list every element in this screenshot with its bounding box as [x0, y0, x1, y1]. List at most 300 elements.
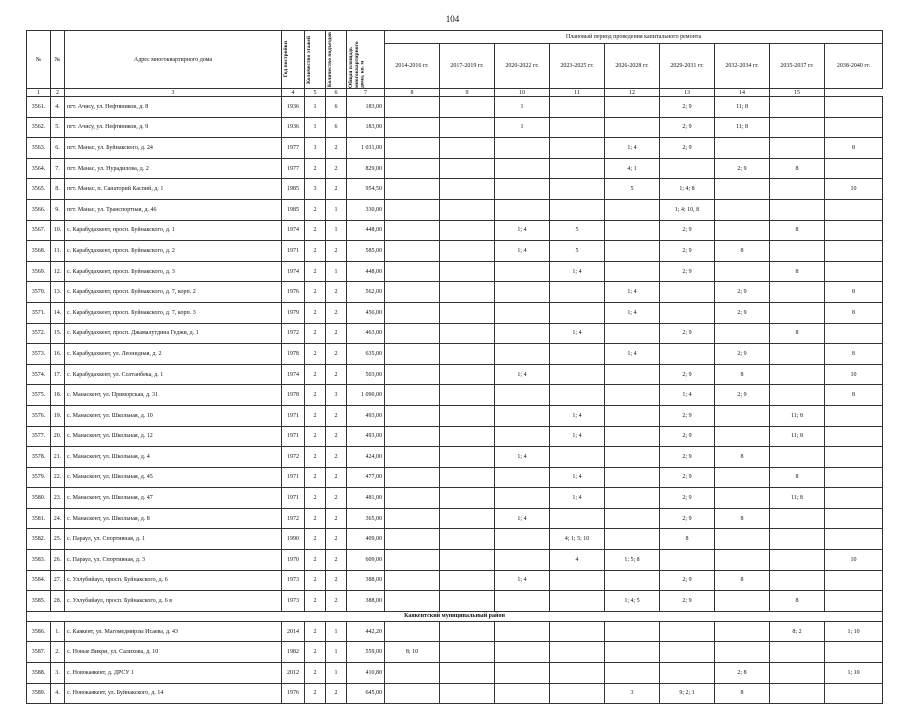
cell-period — [825, 529, 883, 550]
cell-reg-no: 3561. — [27, 97, 51, 118]
cell-local-no: 12. — [51, 261, 65, 282]
cell-period: 8 — [715, 447, 770, 468]
cell-period — [770, 117, 825, 138]
cell-period: 4; 1; 5; 10 — [550, 529, 605, 550]
cell-period — [385, 364, 440, 385]
cell-period — [440, 158, 495, 179]
cell-local-no: 26. — [51, 550, 65, 571]
cell-reg-no: 3566. — [27, 199, 51, 220]
cell-area: 388,00 — [347, 591, 385, 612]
column-number: 3 — [65, 89, 282, 97]
cell-local-no: 23. — [51, 488, 65, 509]
cell-period: 2; 9 — [660, 364, 715, 385]
cell-address: с. Карабудахкент, ул. Солтанбека, д. 1 — [65, 364, 282, 385]
cell-period: 11; 8 — [715, 117, 770, 138]
cell-floors: 2 — [305, 158, 326, 179]
cell-area: 635,00 — [347, 344, 385, 365]
cell-period — [550, 621, 605, 642]
cell-floors: 2 — [305, 364, 326, 385]
cell-period: 1; 4 — [550, 488, 605, 509]
cell-period — [495, 158, 550, 179]
cell-period — [770, 282, 825, 303]
table-row — [27, 426, 883, 447]
header-period: 2035-2037 гг. — [770, 44, 825, 89]
cell-address: с. Манаскент, ул. Приморская, д. 31 — [65, 385, 282, 406]
cell-floors: 2 — [305, 385, 326, 406]
cell-period — [495, 426, 550, 447]
cell-area: 503,00 — [347, 364, 385, 385]
cell-period: 2; 9 — [660, 426, 715, 447]
cell-period: 1; 4 — [495, 220, 550, 241]
cell-period — [660, 621, 715, 642]
cell-local-no: 6. — [51, 138, 65, 159]
cell-period — [385, 117, 440, 138]
cell-reg-no: 3570. — [27, 282, 51, 303]
cell-reg-no: 3582. — [27, 529, 51, 550]
table-row — [27, 447, 883, 468]
cell-period — [770, 447, 825, 468]
cell-entrances: 2 — [326, 488, 347, 509]
table-row — [27, 570, 883, 591]
cell-period: 2; 9 — [660, 220, 715, 241]
cell-local-no: 4. — [51, 683, 65, 704]
cell-period — [385, 405, 440, 426]
cell-period — [550, 385, 605, 406]
cell-period: 1; 4; 5 — [605, 591, 660, 612]
cell-period — [825, 426, 883, 447]
cell-period: 8 — [715, 508, 770, 529]
cell-period — [770, 642, 825, 663]
cell-period: 11; 8 — [770, 426, 825, 447]
cell-address: с. Манаскент, ул. Школьная, д. 4 — [65, 447, 282, 468]
cell-period — [715, 199, 770, 220]
header-entrances: Количество подъездов — [326, 31, 347, 89]
cell-reg-no: 3569. — [27, 261, 51, 282]
column-number: 5 — [305, 89, 326, 97]
cell-year: 1982 — [282, 642, 305, 663]
cell-address: с. Параул, ул. Спортивная, д. 1 — [65, 529, 282, 550]
cell-area: 1 090,00 — [347, 385, 385, 406]
cell-local-no: 10. — [51, 220, 65, 241]
cell-period — [605, 621, 660, 642]
cell-period — [825, 220, 883, 241]
column-number: 6 — [326, 89, 347, 97]
cell-period — [440, 138, 495, 159]
cell-period — [385, 344, 440, 365]
cell-period — [605, 529, 660, 550]
cell-period: 1; 4 — [495, 570, 550, 591]
cell-period: 1; 4 — [605, 302, 660, 323]
cell-local-no: 2. — [51, 642, 65, 663]
cell-period — [770, 344, 825, 365]
cell-local-no: 28. — [51, 591, 65, 612]
cell-period — [605, 570, 660, 591]
cell-period: 8 — [770, 467, 825, 488]
cell-period — [495, 550, 550, 571]
cell-period: 1; 4 — [495, 241, 550, 262]
table-row — [27, 241, 883, 262]
cell-entrances: 2 — [326, 179, 347, 200]
cell-period — [715, 621, 770, 642]
cell-period — [440, 663, 495, 684]
cell-floors: 2 — [305, 426, 326, 447]
section-title: Каякентский муниципальный район — [27, 611, 883, 621]
cell-entrances: 2 — [326, 467, 347, 488]
table-row — [27, 591, 883, 612]
table-row — [27, 97, 883, 118]
cell-period — [660, 663, 715, 684]
cell-area: 585,00 — [347, 241, 385, 262]
cell-period — [440, 508, 495, 529]
cell-period — [605, 199, 660, 220]
cell-entrances: 2 — [326, 302, 347, 323]
cell-period — [825, 97, 883, 118]
cell-area: 609,00 — [347, 550, 385, 571]
cell-period — [495, 179, 550, 200]
cell-reg-no: 3576. — [27, 405, 51, 426]
header-period: 2023-2025 гг. — [550, 44, 605, 89]
cell-address: пгт. Ачису, ул. Нефтяников, д. 8 — [65, 97, 282, 118]
cell-period — [660, 642, 715, 663]
cell-period — [825, 158, 883, 179]
cell-period — [770, 199, 825, 220]
cell-floors: 3 — [305, 138, 326, 159]
cell-reg-no: 3571. — [27, 302, 51, 323]
cell-period — [495, 138, 550, 159]
cell-period: 2; 9 — [660, 591, 715, 612]
cell-period — [495, 323, 550, 344]
cell-reg-no: 3574. — [27, 364, 51, 385]
cell-local-no: 14. — [51, 302, 65, 323]
cell-period: 1; 4; 8 — [660, 179, 715, 200]
cell-local-no: 24. — [51, 508, 65, 529]
cell-area: 410,80 — [347, 663, 385, 684]
cell-period — [440, 261, 495, 282]
cell-year: 2014 — [282, 621, 305, 642]
cell-reg-no: 3572. — [27, 323, 51, 344]
cell-period — [825, 117, 883, 138]
cell-floors: 2 — [305, 488, 326, 509]
cell-period — [715, 591, 770, 612]
cell-period — [715, 642, 770, 663]
cell-period — [385, 570, 440, 591]
cell-entrances: 2 — [326, 591, 347, 612]
table-row — [27, 529, 883, 550]
cell-period — [440, 241, 495, 262]
cell-period: 10 — [825, 364, 883, 385]
cell-period: 4; 1 — [605, 158, 660, 179]
cell-area: 183,00 — [347, 97, 385, 118]
cell-entrances: 6 — [326, 97, 347, 118]
cell-period — [385, 529, 440, 550]
cell-period — [660, 344, 715, 365]
header-period: 2029-2031 гг. — [660, 44, 715, 89]
cell-address: пгт. Ачису, ул. Нефтяников, д. 9 — [65, 117, 282, 138]
cell-period: 8 — [825, 385, 883, 406]
cell-local-no: 4. — [51, 97, 65, 118]
cell-local-no: 19. — [51, 405, 65, 426]
cell-period — [660, 158, 715, 179]
cell-reg-no: 3567. — [27, 220, 51, 241]
cell-year: 1973 — [282, 570, 305, 591]
cell-entrances: 3 — [326, 385, 347, 406]
cell-period — [715, 179, 770, 200]
cell-period — [440, 683, 495, 704]
table-row — [27, 467, 883, 488]
cell-period — [605, 447, 660, 468]
cell-period — [440, 529, 495, 550]
cell-period — [605, 426, 660, 447]
cell-local-no: 7. — [51, 158, 65, 179]
cell-period: 2; 9 — [715, 344, 770, 365]
cell-area: 424,00 — [347, 447, 385, 468]
cell-period — [495, 405, 550, 426]
cell-period: 2; 9 — [660, 117, 715, 138]
cell-period: 2; 9 — [660, 447, 715, 468]
cell-entrances: 2 — [326, 550, 347, 571]
cell-year: 1976 — [282, 282, 305, 303]
cell-address: с. Карабудахкент, просп. Буйнакского, д. 7, корп. 3 — [65, 302, 282, 323]
cell-local-no: 15. — [51, 323, 65, 344]
cell-area: 954,50 — [347, 179, 385, 200]
cell-reg-no: 3581. — [27, 508, 51, 529]
cell-address: с. Манаскент, ул. Школьная, д. 47 — [65, 488, 282, 509]
cell-reg-no: 3573. — [27, 344, 51, 365]
cell-period — [385, 199, 440, 220]
cell-period — [385, 467, 440, 488]
cell-area: 562,00 — [347, 282, 385, 303]
table-row — [27, 385, 883, 406]
cell-period — [440, 220, 495, 241]
cell-reg-no: 3588. — [27, 663, 51, 684]
cell-local-no: 9. — [51, 199, 65, 220]
cell-period — [605, 642, 660, 663]
cell-period: 2; 9 — [660, 97, 715, 118]
cell-entrances: 2 — [326, 683, 347, 704]
cell-area: 365,00 — [347, 508, 385, 529]
column-number: 15 — [770, 89, 825, 97]
cell-address: с. Карабудахкент, просп. Буйнакского, д. 2 — [65, 241, 282, 262]
table-row — [27, 364, 883, 385]
cell-period — [385, 282, 440, 303]
column-number: 9 — [440, 89, 495, 97]
header-period: 2038-2040 гг. — [825, 44, 883, 89]
cell-period — [825, 323, 883, 344]
cell-period — [440, 97, 495, 118]
cell-floors: 2 — [305, 621, 326, 642]
cell-area: 448,00 — [347, 220, 385, 241]
cell-floors: 2 — [305, 529, 326, 550]
cell-reg-no: 3586. — [27, 621, 51, 642]
column-number: 14 — [715, 89, 770, 97]
cell-period: 2; 9 — [660, 241, 715, 262]
cell-period — [385, 683, 440, 704]
cell-period: 2; 9 — [660, 323, 715, 344]
table-row — [27, 323, 883, 344]
cell-period: 2; 9 — [660, 570, 715, 591]
cell-period — [385, 663, 440, 684]
cell-local-no: 1. — [51, 621, 65, 642]
column-number: 10 — [495, 89, 550, 97]
cell-period — [495, 344, 550, 365]
cell-year: 1971 — [282, 467, 305, 488]
cell-period — [825, 683, 883, 704]
cell-reg-no: 3565. — [27, 179, 51, 200]
cell-period — [440, 591, 495, 612]
cell-address: с. Манаскент, ул. Школьная, д. 45 — [65, 467, 282, 488]
cell-period — [440, 642, 495, 663]
cell-period — [825, 591, 883, 612]
cell-year: 1970 — [282, 550, 305, 571]
cell-period: 8 — [770, 591, 825, 612]
cell-period — [605, 508, 660, 529]
cell-period — [605, 405, 660, 426]
header-period: 2017-2019 гг. — [440, 44, 495, 89]
cell-period — [825, 508, 883, 529]
cell-reg-no: 3577. — [27, 426, 51, 447]
header-row-top — [27, 31, 883, 44]
cell-reg-no: 3587. — [27, 642, 51, 663]
cell-period — [385, 488, 440, 509]
cell-period — [770, 241, 825, 262]
header-local-no: № — [51, 31, 65, 89]
cell-period — [550, 117, 605, 138]
cell-period: 11; 8 — [715, 97, 770, 118]
cell-year: 1985 — [282, 179, 305, 200]
cell-floors: 3 — [305, 179, 326, 200]
cell-area: 456,00 — [347, 302, 385, 323]
cell-period: 8 — [715, 241, 770, 262]
cell-entrances: 2 — [326, 138, 347, 159]
cell-period — [385, 302, 440, 323]
cell-period: 2; 9 — [715, 282, 770, 303]
cell-period — [550, 97, 605, 118]
column-numbers-row — [27, 89, 883, 97]
table-row — [27, 179, 883, 200]
cell-period: 9; 2; 1 — [660, 683, 715, 704]
cell-period — [825, 241, 883, 262]
cell-period — [550, 179, 605, 200]
cell-period: 10 — [825, 179, 883, 200]
cell-period — [440, 364, 495, 385]
cell-entrances: 1 — [326, 199, 347, 220]
cell-local-no: 17. — [51, 364, 65, 385]
cell-floors: 2 — [305, 302, 326, 323]
cell-period — [440, 282, 495, 303]
cell-period: 2; 9 — [660, 405, 715, 426]
cell-floors: 2 — [305, 220, 326, 241]
cell-period — [660, 302, 715, 323]
cell-period — [770, 529, 825, 550]
cell-period: 1; 4 — [550, 426, 605, 447]
cell-address: с. Каякент, ул. Магомедмирзы Исаева, д. 43 — [65, 621, 282, 642]
cell-period — [605, 220, 660, 241]
cell-floors: 2 — [305, 570, 326, 591]
cell-period — [770, 385, 825, 406]
cell-period: 1 — [495, 117, 550, 138]
cell-period — [495, 467, 550, 488]
cell-floors: 2 — [305, 663, 326, 684]
cell-period — [715, 261, 770, 282]
cell-period: 1; 10 — [825, 621, 883, 642]
cell-period — [605, 488, 660, 509]
cell-area: 388,00 — [347, 570, 385, 591]
cell-period — [440, 385, 495, 406]
cell-period — [385, 241, 440, 262]
cell-period — [495, 591, 550, 612]
cell-period: 2; 9 — [715, 385, 770, 406]
cell-area: 1 031,00 — [347, 138, 385, 159]
cell-period — [385, 550, 440, 571]
cell-year: 1979 — [282, 302, 305, 323]
cell-period: 2; 9 — [660, 467, 715, 488]
cell-period — [440, 302, 495, 323]
cell-period: 1; 4 — [550, 467, 605, 488]
cell-period: 8; 10 — [385, 642, 440, 663]
table-row — [27, 261, 883, 282]
cell-address: с. Новокаякент, ул. Буйнакского, д. 14 — [65, 683, 282, 704]
cell-period — [385, 508, 440, 529]
cell-year: 1971 — [282, 405, 305, 426]
cell-address: пгт. Манас, ул. Нурадилова, д. 2 — [65, 158, 282, 179]
cell-period: 8 — [770, 158, 825, 179]
cell-period — [495, 642, 550, 663]
header-period: 2026-2028 гг. — [605, 44, 660, 89]
cell-entrances: 2 — [326, 570, 347, 591]
cell-period — [495, 488, 550, 509]
cell-period — [660, 282, 715, 303]
cell-period — [605, 261, 660, 282]
header-plan-period: Плановый период проведения капитального ремонта — [385, 31, 883, 44]
cell-area: 409,00 — [347, 529, 385, 550]
cell-address: с. Новые Викри, ул. Салихова, д. 10 — [65, 642, 282, 663]
cell-period: 2; 9 — [715, 302, 770, 323]
cell-reg-no: 3580. — [27, 488, 51, 509]
table-row — [27, 220, 883, 241]
table-row — [27, 663, 883, 684]
cell-year: 1977 — [282, 138, 305, 159]
cell-period — [770, 570, 825, 591]
cell-period — [385, 179, 440, 200]
cell-floors: 2 — [305, 447, 326, 468]
cell-period: 8 — [825, 302, 883, 323]
cell-period — [770, 663, 825, 684]
cell-period: 1; 4 — [605, 138, 660, 159]
cell-address: с. Карабудахкент, просп. Буйнакского, д. 1 — [65, 220, 282, 241]
column-number: 2 — [51, 89, 65, 97]
cell-period: 5 — [605, 179, 660, 200]
table-row — [27, 488, 883, 509]
cell-entrances: 2 — [326, 508, 347, 529]
cell-address: с. Новокаякент, д. ДРСУ 1 — [65, 663, 282, 684]
cell-address: с. Уллубийаул, просп. Буйнакского, д. 6 — [65, 570, 282, 591]
header-period: 2032-2034 гг. — [715, 44, 770, 89]
cell-period — [385, 97, 440, 118]
cell-floors: 2 — [305, 467, 326, 488]
cell-period: 8 — [825, 138, 883, 159]
cell-period: 2; 9 — [715, 158, 770, 179]
cell-local-no: 25. — [51, 529, 65, 550]
cell-period — [770, 364, 825, 385]
cell-entrances: 6 — [326, 117, 347, 138]
cell-period: 8 — [660, 529, 715, 550]
cell-reg-no: 3584. — [27, 570, 51, 591]
cell-area: 481,00 — [347, 488, 385, 509]
cell-local-no: 21. — [51, 447, 65, 468]
table-row — [27, 158, 883, 179]
cell-period: 8 — [715, 570, 770, 591]
cell-period — [605, 241, 660, 262]
